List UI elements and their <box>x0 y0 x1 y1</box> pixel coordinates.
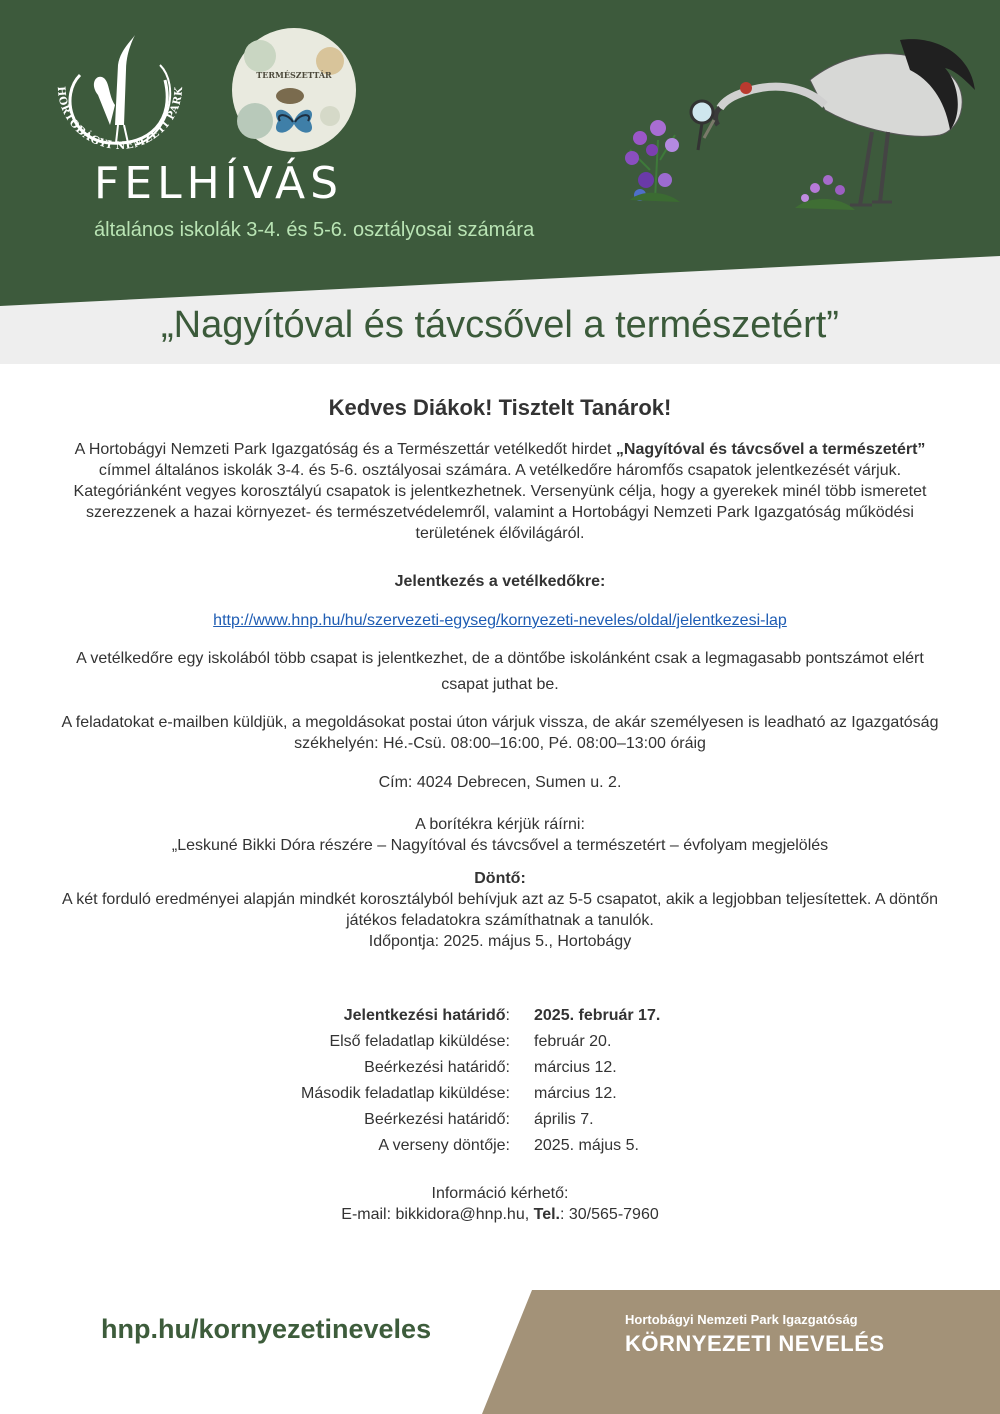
phone-label: Tel. <box>533 1206 560 1223</box>
final-heading: Döntő: <box>474 870 526 887</box>
phone-number: : 30/565-7960 <box>559 1206 659 1223</box>
termeszettar-logo-icon <box>230 26 358 154</box>
body-content <box>60 394 940 952</box>
intro-text-2: címmel általános iskolák 3-4. és 5-6. osztályosai számára. A vetélkedőre háromfős csapatok jelentkezését várjuk. Kategóriánként vegyes korosztályú csapatok is jelentkezhetnek. Versenyünk célja, hogy a gyerekek minél több ismeretet szerezzenek a hazai környezet- és természetvédelemről, valamint a Hortobágyi Nemzeti Park Igazgatóság működési területének élővilágáról. <box>73 462 927 542</box>
schedule-label: Jelentkezési határidő <box>343 1007 506 1024</box>
envelope-text: „Leskuné Bikki Dóra részére – Nagyítóval és távcsővel a természetért – évfolyam megjelölés <box>171 837 829 854</box>
contact-heading: Információ kérhető: <box>431 1185 569 1202</box>
schedule-label: Első feladatlap kiküldése: <box>329 1033 510 1050</box>
schedule-row <box>0 1133 1000 1159</box>
schedule-label: Beérkezési határidő: <box>364 1111 510 1128</box>
intro-text-1: A Hortobágyi Nemzeti Park Igazgatóság és a Természettár vetélkedőt hirdet <box>74 441 616 458</box>
footer-org-name: Hortobágyi Nemzeti Park Igazgatóság <box>625 1312 858 1327</box>
email-address[interactable]: bikkidora@hnp.hu <box>395 1206 525 1223</box>
final-date: Időpontja: 2025. május 5., Hortobágy <box>368 933 632 950</box>
schedule-label: A verseny döntője: <box>378 1137 510 1154</box>
schedule-row <box>0 1055 1000 1081</box>
schedule-row: Jelentkezési határidő: 2025. február 17. <box>0 1003 1000 1029</box>
address: Cím: 4024 Debrecen, Sumen u. 2. <box>378 774 622 791</box>
schedule-label: Beérkezési határidő: <box>364 1059 510 1076</box>
termeszettar-logo-text: TERMÉSZETTÁR <box>256 70 332 80</box>
schedule-value: 2025. február 17. <box>534 1007 661 1024</box>
greeting: Kedves Diákok! Tisztelt Tanárok! <box>328 395 672 420</box>
schedule-value: 2025. május 5. <box>534 1137 639 1154</box>
hnp-logo-text: HORTOBÁGYI NEMZETI PARK <box>54 85 186 153</box>
registration-link[interactable]: http://www.hnp.hu/hu/szervezeti-egyseg/kornyezeti-neveles/oldal/jelentkezesi-lap <box>213 612 787 629</box>
teams-note: A vetélkedőre egy iskolából több csapat is jelentkezhet, de a döntőbe iskolánként csak a legmagasabb pontszámot elért csapat juthat be. <box>76 650 924 693</box>
tasks-note: A feladatokat e-mailben küldjük, a megoldásokat postai úton várjuk vissza, de akár személyesen is leadható az Igazgatóság székhelyén: Hé.-Csü. 08:00–16:00, Pé. 08:00–13:00 óráig <box>61 714 939 752</box>
schedule-row <box>0 1107 1000 1133</box>
subtitle: általános iskolák 3-4. és 5-6. osztályosai számára <box>94 219 535 241</box>
crane-illustration-icon <box>610 20 980 220</box>
intro-paragraph <box>60 439 940 544</box>
flowers-left-icon <box>625 120 680 202</box>
footer-department: KÖRNYEZETI NEVELÉS <box>625 1331 885 1356</box>
schedule-value: április 7. <box>534 1111 594 1128</box>
schedule-label: Második feladatlap kiküldése: <box>300 1085 510 1102</box>
schedule-table <box>0 1003 1000 1159</box>
contact-separator: , <box>524 1206 534 1223</box>
schedule-row <box>0 1081 1000 1107</box>
intro-bold-title: „Nagyítóval és távcsővel a természetért” <box>615 441 926 458</box>
flowers-right-icon <box>795 175 855 210</box>
registration-heading: Jelentkezés a vetélkedőkre: <box>394 573 606 590</box>
page-heading: FELHÍVÁS <box>94 158 343 209</box>
schedule-row <box>0 1029 1000 1055</box>
footer-url[interactable]: hnp.hu/kornyezetineveles <box>101 1314 432 1344</box>
schedule-value: március 12. <box>534 1085 617 1102</box>
header <box>0 0 1000 364</box>
email-label: E-mail: <box>341 1206 396 1223</box>
schedule-value: február 20. <box>534 1033 612 1050</box>
contact-info <box>0 1183 1000 1225</box>
final-text: A két forduló eredményei alapján mindkét korosztályból behívjuk azt az 5-5 csapatot, akik a legjobban teljesítettek. A döntőn játékos feladatokra számíthatnak a tanulók. <box>61 891 939 929</box>
schedule-value: március 12. <box>534 1059 617 1076</box>
envelope-heading: A borítékra kérjük ráírni: <box>415 816 585 833</box>
main-title: „Nagyítóval és távcsővel a természetért” <box>161 304 839 346</box>
